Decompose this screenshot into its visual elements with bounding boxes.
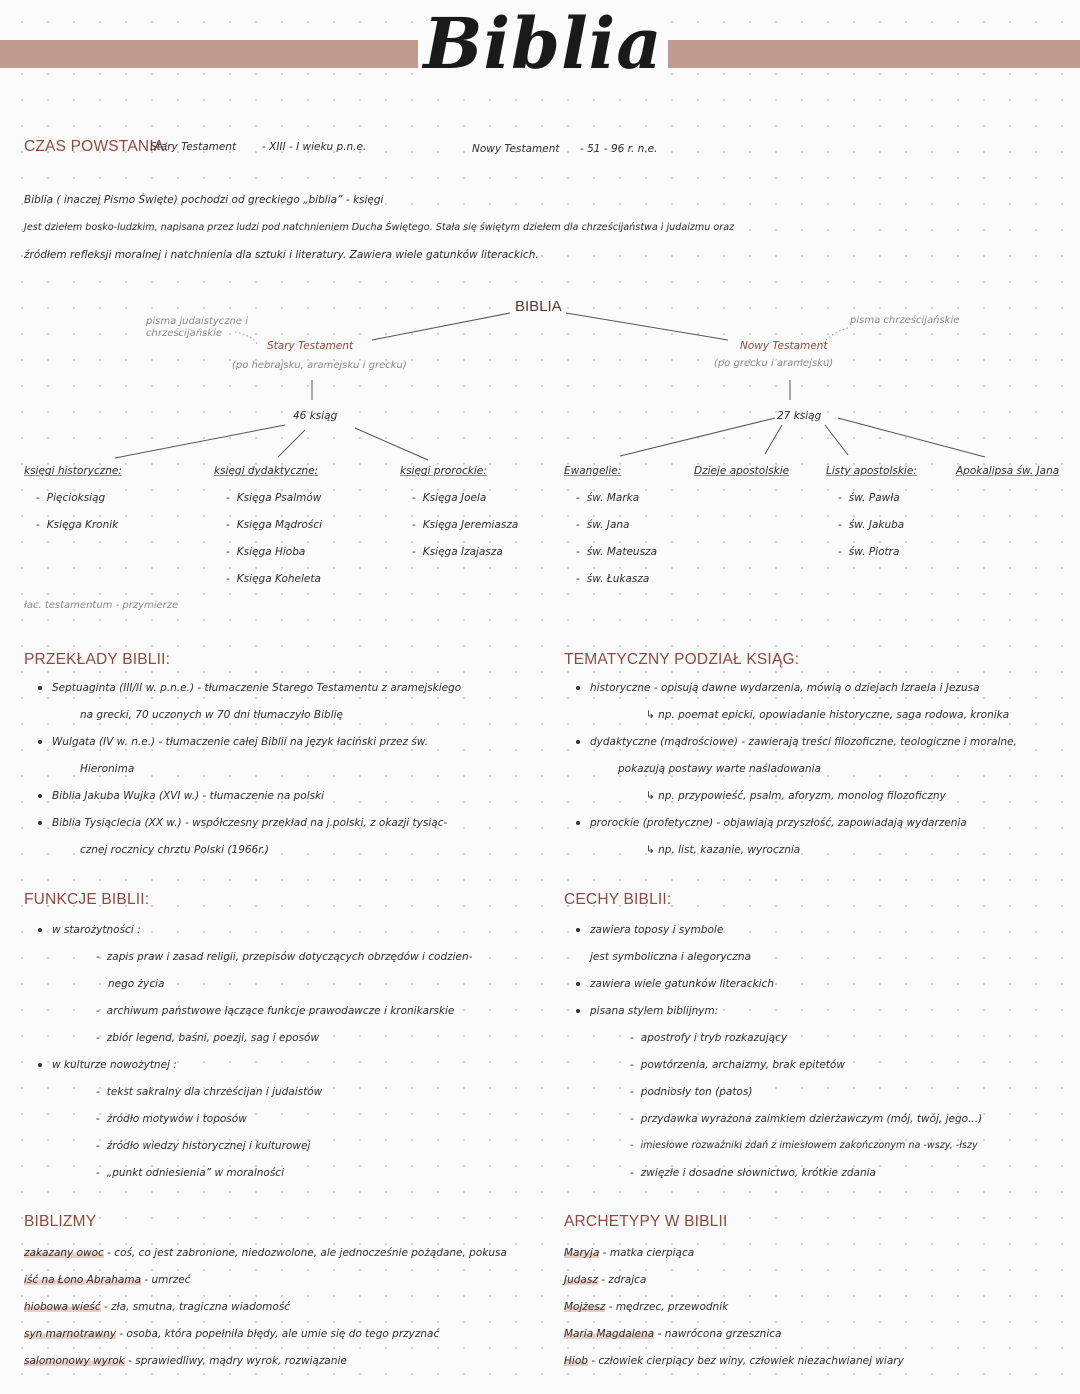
funkcje-item: - archiwum państwowe łączące funkcje prawodawcze i kronikarskie (96, 1005, 454, 1017)
biblizmy-heading: BIBLIZMY (24, 1213, 97, 1230)
archetyp-term: Judasz (564, 1274, 598, 1286)
czas-nt-label: Nowy Testament (472, 143, 560, 155)
arrow-icon: ↳ (646, 709, 659, 721)
pror-item: - Księga Jeremiasza (412, 519, 518, 531)
funkcje-group-title: w starożytności : (52, 924, 141, 936)
archetyp-row (564, 1247, 694, 1259)
cechy-item (576, 924, 723, 936)
listy-item: - św. Piotra (838, 546, 899, 558)
nt-count: 27 ksiąg (777, 410, 822, 422)
archetyp-term: Maryja (564, 1247, 600, 1259)
funkcje-item: - zbiór legend, baśni, poezji, sag i eposów (96, 1032, 319, 1044)
czas-st-label: Stary Testament (150, 141, 237, 153)
funkcje-item: - źródło motywów i toposów (96, 1113, 247, 1125)
przeklad-item (38, 736, 428, 748)
podzial-example (646, 844, 800, 856)
funkcje-group (38, 1059, 177, 1071)
podzial-item (576, 817, 967, 829)
podzial-example (646, 790, 946, 802)
cechy-sub: - zwięzłe i dosadne słownictwo, krótkie zdania (630, 1167, 876, 1179)
podzial-cont: pokazują postawy warte naśladowania (618, 763, 821, 775)
biblizm-term: zakazany owoc (24, 1247, 104, 1259)
dzieje-head: Dzieje apostolskie (694, 465, 790, 477)
ewang-item: - św. Marka (576, 492, 639, 504)
funkcje-item: - źródło wiedzy historycznej i kulturowej (96, 1140, 310, 1152)
cechy-sub: - apostrofy i tryb rozkazujący (630, 1032, 787, 1044)
podzial-example (646, 709, 1009, 721)
hist-item: - Pięcioksiąg (36, 492, 105, 504)
dyd-item: - Księga Mądrości (226, 519, 322, 531)
cechy-sub: - podniosły ton (patos) (630, 1086, 752, 1098)
podzial-item (576, 682, 980, 694)
dyd-head: księgi dydaktyczne: (214, 465, 319, 477)
apokalipsa-head: Apokalipsa św. Jana (956, 465, 1060, 477)
funkcje-item: - zapis praw i zasad religii, przepisów dotyczących obrzędów i codzien- (96, 951, 472, 963)
archetyp-def: - mędrzec, przewodnik (608, 1301, 729, 1313)
przeklad-text: Wulgata (IV w. n.e.) - tłumaczenie całej Biblii na język łaciński przez św. (52, 736, 429, 748)
przeklad-text: Septuaginta (III/II w. p.n.e.) - tłumaczenie Starego Testamentu z aramejskiego (52, 682, 462, 694)
podzial-example-text: np. przypowieść, psalm, aforyzm, monolog filozoficzny (658, 790, 946, 802)
biblizm-row (24, 1355, 347, 1367)
biblizm-term: iść na Łono Abrahama (24, 1274, 142, 1286)
listy-item: - św. Pawła (838, 492, 900, 504)
biblizm-term: syn marnotrawny (24, 1328, 117, 1340)
cechy-sub: - imiesłowe rozważniki zdań z imiesłowem zakończonym na -wszy, -łszy (630, 1140, 978, 1151)
biblizm-row (24, 1301, 290, 1313)
biblizm-row (24, 1328, 439, 1340)
cechy-sub: - przydawka wyrażona zaimkiem dzierżawczym (mój, twój, jego...) (630, 1113, 982, 1125)
funkcje-cont: nego życia (108, 978, 165, 990)
przeklad-item (38, 682, 461, 694)
pror-item: - Księga Izajasza (412, 546, 503, 558)
cechy-item (576, 978, 774, 990)
czas-st-value: - XIII - I wieku p.n.e. (262, 141, 367, 153)
cechy-item (576, 1005, 718, 1017)
ewang-head: Ewangelie: (564, 465, 622, 477)
czas-nt-value: - 51 - 96 r. n.e. (580, 143, 658, 155)
listy-head: Listy apostolskie: (826, 465, 917, 477)
cechy-text: zawiera toposy i symbole (590, 924, 724, 936)
archetyp-term: Maria Magdalena (564, 1328, 655, 1340)
przeklad-cont: na grecki, 70 uczonych w 70 dni tłumaczyło Biblię (80, 709, 344, 721)
podzial-example-text: np. list, kazanie, wyrocznia (658, 844, 801, 856)
archetypy-heading: ARCHETYPY W BIBLII (564, 1213, 728, 1230)
archetyp-term: Mojżesz (564, 1301, 606, 1313)
archetyp-term: Hiob (564, 1355, 588, 1367)
przeklady-heading: PRZEKŁADY BIBLII: (24, 651, 171, 668)
intro-line-2: Jest dziełem bosko-ludzkim, napisana przez ludzi pod natchnieniem Ducha Świętego. Stała się świętym dziełem dla chrześcijaństwa i judaizmu oraz (24, 222, 735, 233)
cechy-heading: CECHY BIBLII: (564, 891, 672, 908)
funkcje-item: - „punkt odniesienia” w moralności (96, 1167, 284, 1179)
biblizm-def: - sprawiedliwy, mądry wyrok, rozwiązanie (128, 1355, 347, 1367)
podzial-example-text: np. poemat epicki, opowiadanie historyczne, saga rodowa, kronika (658, 709, 1010, 721)
archetyp-def: - matka cierpiąca (602, 1247, 695, 1259)
nt-note: pisma chrześcijańskie (850, 315, 960, 326)
biblizm-def: - zła, smutna, tragiczna wiadomość (104, 1301, 291, 1313)
archetyp-def: - człowiek cierpiący bez winy, człowiek niezachwianej wiary (591, 1355, 904, 1367)
przeklad-item (38, 790, 324, 802)
intro-line-1: Biblia ( inaczej Pismo Święte) pochodzi od greckiego „biblia” - księgi (24, 194, 384, 206)
st-count: 46 ksiąg (293, 410, 338, 422)
intro-line-3: źródłem refleksji moralnej i natchnienia dla sztuki i literatury. Zawiera wiele gatunków literackich. (24, 249, 539, 261)
funkcje-group (38, 924, 141, 936)
ewang-item: - św. Jana (576, 519, 629, 531)
podzial-text: prorockie (profetyczne) - objawiają przyszłość, zapowiadają wydarzenia (590, 817, 967, 829)
cechy-text: pisana stylem biblijnym: (590, 1005, 719, 1017)
cechy-text: zawiera wiele gatunków literackich (590, 978, 774, 990)
archetyp-def: - nawrócona grzesznica (657, 1328, 782, 1340)
hist-item: - Księga Kronik (36, 519, 118, 531)
pror-item: - Księga Joela (412, 492, 486, 504)
st-lang: (po hebrajsku, aramejsku i grecku) (232, 360, 407, 371)
funkcje-item: - tekst sakralny dla chrześcijan i judaistów (96, 1086, 322, 1098)
biblizm-row (24, 1274, 190, 1286)
podzial-text: dydaktyczne (mądrościowe) - zawierają treści filozoficzne, teologiczne i moralne, (590, 736, 1017, 748)
biblizm-def: - osoba, która popełniła błędy, ale umie się do tego przyznać (119, 1328, 440, 1340)
przeklad-text: Biblia Jakuba Wujka (XVI w.) - tłumaczenie na polski (52, 790, 325, 802)
archetyp-row (564, 1328, 781, 1340)
przeklad-cont: Hieronima (80, 763, 135, 775)
dyd-item: - Księga Hioba (226, 546, 305, 558)
pror-head: księgi prorockie: (400, 465, 487, 477)
podzial-heading: TEMATYCZNY PODZIAŁ KSIĄG: (564, 651, 800, 668)
ewang-item: - św. Mateusza (576, 546, 657, 558)
funkcje-heading: FUNKCJE BIBLII: (24, 891, 150, 908)
biblizm-term: hiobowa wieść (24, 1301, 101, 1313)
arrow-icon: ↳ (646, 790, 659, 802)
ewang-item: - św. Łukasza (576, 573, 649, 585)
nt-title: Nowy Testament (740, 340, 828, 352)
st-title: Stary Testament (267, 340, 354, 352)
listy-item: - św. Jakuba (838, 519, 904, 531)
dyd-item: - Księga Psalmów (226, 492, 321, 504)
cechy-sub: - powtórzenia, archaizmy, brak epitetów (630, 1059, 845, 1071)
przeklad-text: Biblia Tysiąclecia (XX w.) - współczesny przekład na j.polski, z okazji tysiąc- (52, 817, 448, 829)
biblizm-def: - coś, co jest zabronione, niedozwolone, ale jednocześnie pożądane, pokusa (107, 1247, 507, 1259)
podzial-text: historyczne - opisują dawne wydarzenia, mówią o dziejach Izraela i Jezusa (590, 682, 980, 694)
nt-lang: (po grecku i aramejsku) (714, 358, 834, 369)
st-note: pisma judaistyczne i chrześcijańskie (146, 316, 248, 339)
archetyp-row (564, 1301, 728, 1313)
tree-root: BIBLIA (515, 298, 562, 315)
funkcje-group-title: w kulturze nowożytnej : (52, 1059, 177, 1071)
archetyp-row (564, 1274, 646, 1286)
arrow-icon: ↳ (646, 844, 659, 856)
archetyp-def: - zdrajca (601, 1274, 647, 1286)
dyd-item: - Księga Koheleta (226, 573, 321, 585)
przeklad-item (38, 817, 447, 829)
czas-heading: CZAS POWSTANIA: (24, 138, 169, 155)
testamentum-note: łac. testamentum - przymierze (24, 600, 179, 611)
biblizm-row (24, 1247, 507, 1259)
podzial-item (576, 736, 1017, 748)
page-title: Biblia (423, 2, 663, 85)
przeklad-cont: cznej rocznicy chrztu Polski (1966r.) (80, 844, 270, 856)
cechy-item: jest symboliczna i alegoryczna (590, 951, 751, 963)
archetyp-row (564, 1355, 904, 1367)
biblizm-def: - umrzeć (144, 1274, 191, 1286)
hist-head: księgi historyczne: (24, 465, 122, 477)
biblizm-term: salomonowy wyrok (24, 1355, 125, 1367)
